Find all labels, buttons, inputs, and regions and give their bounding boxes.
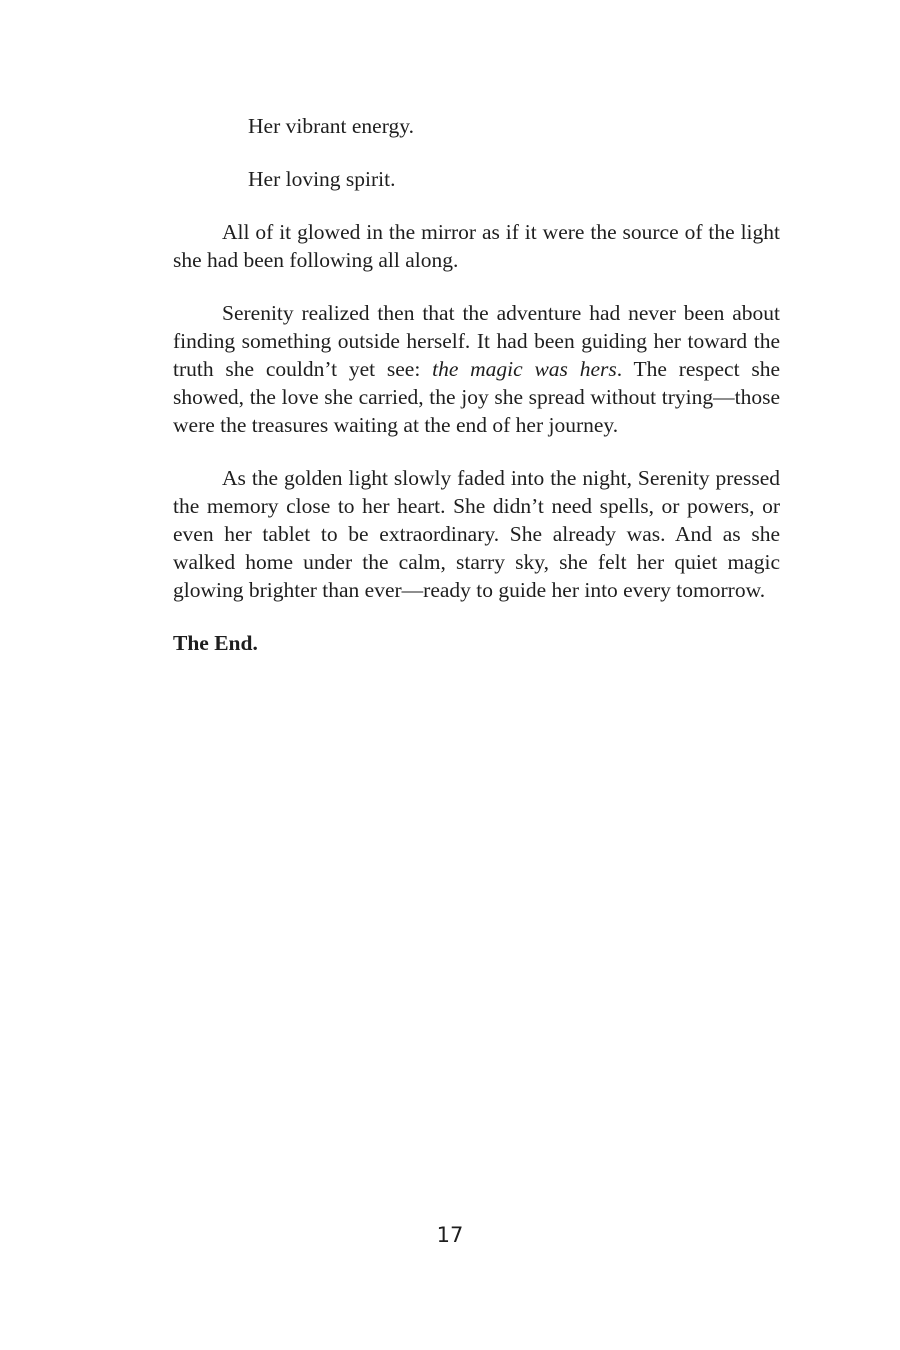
paragraph-golden-light: As the golden light slowly faded into the night, Serenity pressed the memory close to her heart. She didn’t need spells, or powers, or even her tablet to be extraordinary. She already was. And as she walked home under the calm, starry sky, she felt her quiet magic glowing brighter than ever—ready to guide her into every tomorrow. bbox=[173, 466, 780, 602]
line-vibrant-energy: Her vibrant energy. bbox=[248, 114, 414, 138]
page-body bbox=[173, 112, 780, 657]
paragraph-mirror: All of it glowed in the mirror as if it were the source of the light she had been following all along. bbox=[173, 220, 780, 272]
page-number: 17 bbox=[436, 1223, 464, 1247]
paragraph-realization-end: . The respect she showed, the love she carried, the joy she spread without trying—those were the treasures waiting at the end of her journey. bbox=[173, 357, 781, 437]
paragraph-realization-emphasis: the magic was hers bbox=[432, 357, 617, 381]
paragraph-realization-start: Serenity realized then that the adventure had never been about finding something outside herself. It had been guiding her toward the truth she couldn’t yet see: bbox=[173, 301, 780, 381]
paragraph-realization bbox=[173, 299, 780, 439]
the-end-heading: The End. bbox=[173, 631, 258, 655]
line-loving-spirit: Her loving spirit. bbox=[248, 167, 396, 191]
